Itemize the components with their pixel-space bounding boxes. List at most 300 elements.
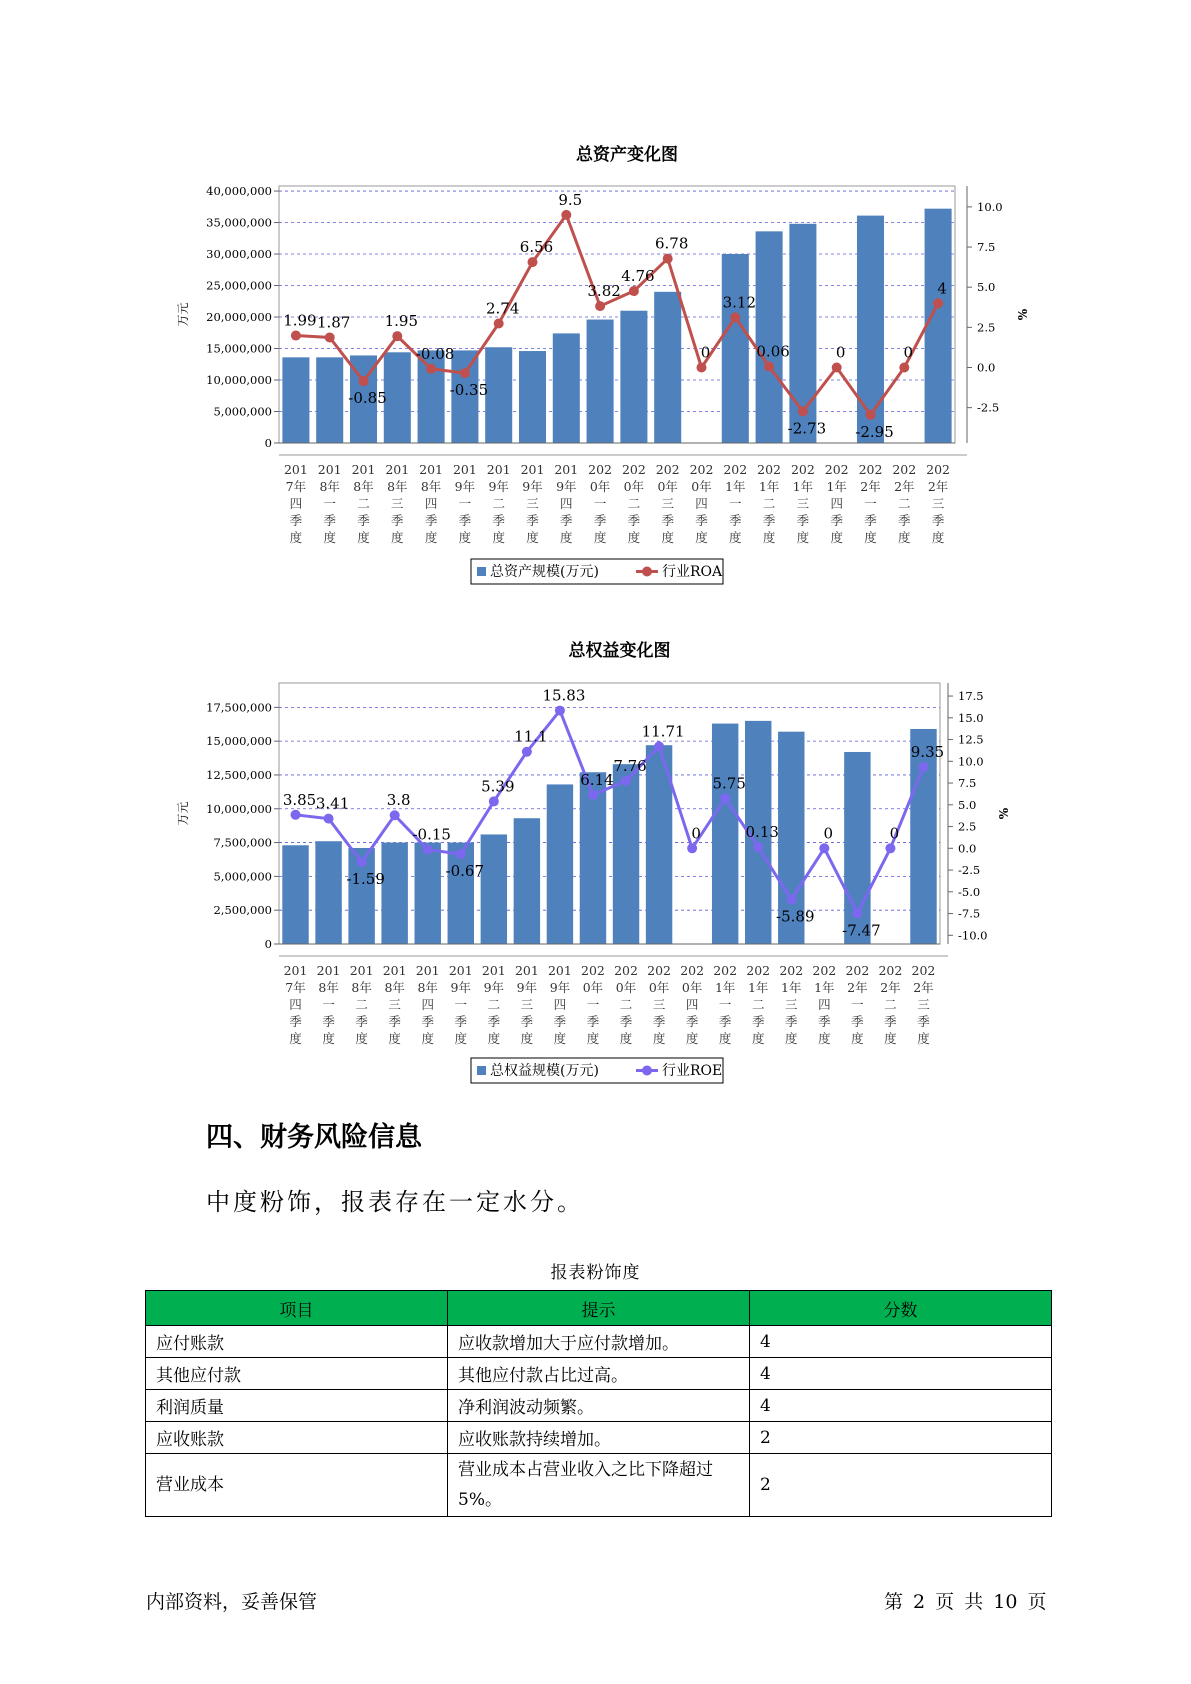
bar bbox=[415, 843, 441, 944]
x-tick-label: 度 bbox=[421, 1031, 434, 1046]
x-tick-label: 三 bbox=[388, 997, 401, 1012]
line-point bbox=[555, 706, 565, 716]
x-tick-label: 8年 bbox=[319, 479, 340, 494]
data-label: -0.15 bbox=[412, 825, 451, 844]
x-tick-label: 0年 bbox=[623, 479, 645, 494]
line-point bbox=[522, 747, 532, 757]
line-point bbox=[764, 362, 774, 372]
y-tick-label: 7,500,000 bbox=[213, 835, 272, 850]
x-tick-label: 季 bbox=[762, 513, 776, 528]
row-item: 应收账款 bbox=[146, 1422, 448, 1454]
x-tick-label: 2年 bbox=[847, 980, 868, 995]
row-score: 4 bbox=[750, 1326, 1052, 1358]
line-point bbox=[588, 790, 598, 800]
line-point bbox=[325, 332, 335, 342]
row-score: 4 bbox=[750, 1390, 1052, 1422]
row-hint: 其他应付款占比过高。 bbox=[448, 1358, 750, 1390]
x-tick-label: 度 bbox=[830, 530, 843, 545]
x-tick-label: 9年 bbox=[483, 980, 505, 995]
x-tick-label: 202 bbox=[878, 963, 903, 978]
table-row bbox=[146, 1358, 1052, 1390]
x-tick-label: 202 bbox=[845, 963, 870, 978]
x-tick-label: 一 bbox=[458, 496, 472, 511]
x-tick-label: 二 bbox=[619, 997, 633, 1012]
x-tick-label: 季 bbox=[751, 1014, 765, 1029]
x-tick-label: 度 bbox=[652, 1031, 666, 1046]
x-tick-label: 2年 bbox=[880, 980, 901, 995]
x-tick-label: 度 bbox=[751, 1031, 765, 1046]
x-tick-label: 二 bbox=[751, 997, 765, 1012]
x-tick-label: 度 bbox=[357, 530, 370, 545]
x-tick-label: 0年 bbox=[589, 479, 611, 494]
header-score: 分数 bbox=[750, 1291, 1052, 1326]
row-item: 利润质量 bbox=[146, 1390, 448, 1422]
line-point bbox=[456, 849, 466, 859]
x-tick-label: 7年 bbox=[285, 479, 307, 494]
x-tick-label: 二 bbox=[355, 997, 368, 1012]
x-tick-label: 202 bbox=[779, 963, 804, 978]
x-tick-label: 8年 bbox=[384, 980, 405, 995]
x-tick-label: 季 bbox=[661, 513, 674, 528]
y-tick-label: 2,500,000 bbox=[213, 903, 272, 918]
footer-confidential: 内部资料，妥善保管 bbox=[146, 1591, 318, 1613]
y2-tick-label: 10.0 bbox=[977, 199, 1003, 214]
x-tick-label: 季 bbox=[526, 513, 539, 528]
line-point bbox=[866, 410, 876, 420]
y-tick-label: 20,000,000 bbox=[206, 310, 272, 325]
y-tick-label: 25,000,000 bbox=[206, 278, 272, 293]
line-point bbox=[621, 776, 631, 786]
x-tick-label: 二 bbox=[487, 997, 501, 1012]
x-tick-label: 季 bbox=[685, 1014, 699, 1029]
legend-line-label: 行业ROA bbox=[662, 564, 723, 580]
x-tick-label: 度 bbox=[818, 1031, 831, 1046]
x-tick-label: 度 bbox=[391, 530, 404, 545]
line-point bbox=[629, 286, 639, 296]
y-axis-label: 万元 bbox=[176, 302, 190, 327]
line-point bbox=[899, 363, 909, 373]
x-tick-label: 201 bbox=[316, 963, 341, 978]
x-tick-label: 度 bbox=[695, 530, 708, 545]
x-tick-label: 季 bbox=[357, 513, 370, 528]
legend-bar-label: 总权益规模(万元) bbox=[490, 1063, 599, 1079]
x-tick-label: 8年 bbox=[318, 980, 339, 995]
x-tick-label: 四 bbox=[421, 997, 434, 1012]
y-tick-label: 30,000,000 bbox=[206, 247, 272, 262]
data-label: -0.85 bbox=[348, 389, 387, 408]
x-tick-label: 8年 bbox=[387, 479, 408, 494]
line-point bbox=[753, 842, 763, 852]
line-point bbox=[819, 843, 829, 853]
line-point bbox=[357, 857, 367, 867]
x-tick-label: 季 bbox=[718, 1014, 732, 1029]
row-item: 营业成本 bbox=[146, 1454, 448, 1517]
bar bbox=[485, 347, 512, 443]
data-label: 0 bbox=[835, 343, 846, 362]
line-point bbox=[786, 895, 796, 905]
x-tick-label: 度 bbox=[388, 1031, 401, 1046]
x-tick-label: 度 bbox=[553, 1031, 567, 1046]
bar bbox=[315, 841, 341, 944]
y2-tick-label: 5.0 bbox=[958, 797, 977, 812]
y-tick-label: 0 bbox=[264, 436, 272, 450]
x-tick-label: 202 bbox=[655, 462, 680, 477]
x-tick-label: 202 bbox=[680, 963, 705, 978]
x-tick-label: 度 bbox=[685, 1031, 699, 1046]
x-tick-label: 一 bbox=[718, 997, 732, 1012]
line-point bbox=[697, 363, 707, 373]
y2-tick-label: -2.5 bbox=[958, 863, 981, 878]
y-tick-label: 12,500,000 bbox=[206, 767, 272, 782]
x-tick-label: 季 bbox=[289, 1014, 302, 1029]
x-tick-label: 季 bbox=[454, 1014, 468, 1029]
data-label: 3.8 bbox=[386, 791, 411, 810]
x-tick-label: 2年 bbox=[860, 479, 881, 494]
x-tick-label: 9年 bbox=[488, 479, 509, 494]
line-point bbox=[426, 364, 436, 374]
bar bbox=[381, 843, 407, 944]
bar bbox=[553, 333, 580, 443]
bar bbox=[925, 209, 952, 443]
x-tick-label: 201 bbox=[486, 462, 511, 477]
line-point bbox=[654, 741, 664, 751]
row-score: 4 bbox=[750, 1358, 1052, 1390]
x-tick-label: 季 bbox=[864, 513, 877, 528]
y2-tick-label: 5.0 bbox=[977, 280, 996, 295]
row-item: 应付账款 bbox=[146, 1326, 448, 1358]
x-tick-label: 季 bbox=[323, 513, 336, 528]
data-label: -7.47 bbox=[842, 921, 881, 940]
table-row bbox=[146, 1326, 1052, 1358]
bar bbox=[587, 320, 614, 443]
y2-tick-label: 15.0 bbox=[958, 710, 984, 725]
x-tick-label: 季 bbox=[796, 513, 810, 528]
row-item: 其他应付款 bbox=[146, 1358, 448, 1390]
x-tick-label: 季 bbox=[421, 1014, 434, 1029]
y-tick-label: 10,000,000 bbox=[206, 373, 272, 388]
x-tick-label: 三 bbox=[526, 496, 539, 511]
x-tick-label: 202 bbox=[713, 963, 738, 978]
line-point bbox=[918, 762, 928, 772]
total-equity-chart-svg bbox=[0, 630, 1191, 1090]
x-tick-label: 7年 bbox=[285, 980, 306, 995]
x-tick-label: 度 bbox=[560, 530, 573, 545]
y-tick-label: 40,000,000 bbox=[206, 184, 272, 199]
data-label: 15.83 bbox=[542, 686, 586, 705]
x-tick-label: 度 bbox=[289, 530, 303, 545]
data-label: -0.08 bbox=[415, 344, 455, 363]
x-tick-label: 一 bbox=[323, 496, 336, 511]
x-tick-label: 201 bbox=[514, 963, 539, 978]
y2-tick-label: -5.0 bbox=[958, 884, 981, 899]
x-tick-label: 202 bbox=[621, 462, 646, 477]
bar bbox=[722, 254, 749, 443]
y-tick-label: 15,000,000 bbox=[206, 734, 272, 749]
x-tick-label: 四 bbox=[830, 496, 843, 511]
data-label: 4 bbox=[937, 279, 947, 298]
x-tick-label: 202 bbox=[647, 963, 672, 978]
risk-table bbox=[145, 1290, 1052, 1517]
x-tick-label: 度 bbox=[931, 530, 945, 545]
x-tick-label: 0年 bbox=[648, 980, 670, 995]
x-tick-label: 1年 bbox=[826, 479, 847, 494]
bar bbox=[519, 351, 546, 443]
row-score: 2 bbox=[750, 1422, 1052, 1454]
x-tick-label: 季 bbox=[931, 513, 945, 528]
x-tick-label: 2年 bbox=[927, 479, 949, 494]
y2-tick-label: 0.0 bbox=[977, 360, 996, 375]
y2-tick-label: -10.0 bbox=[958, 928, 988, 943]
x-tick-label: 度 bbox=[884, 1031, 897, 1046]
x-tick-label: 202 bbox=[824, 462, 849, 477]
x-tick-label: 202 bbox=[581, 963, 605, 978]
x-tick-label: 度 bbox=[917, 1031, 930, 1046]
line-point bbox=[460, 368, 470, 378]
x-tick-label: 一 bbox=[454, 997, 468, 1012]
x-tick-label: 一 bbox=[864, 496, 877, 511]
x-tick-label: 度 bbox=[454, 1031, 468, 1046]
table-row bbox=[146, 1422, 1052, 1454]
x-tick-label: 1年 bbox=[714, 980, 736, 995]
x-tick-label: 四 bbox=[818, 997, 831, 1012]
x-tick-label: 三 bbox=[931, 496, 945, 511]
data-label: 9.35 bbox=[910, 742, 945, 761]
x-tick-label: 度 bbox=[762, 530, 776, 545]
x-tick-label: 度 bbox=[864, 530, 877, 545]
x-tick-label: 季 bbox=[851, 1014, 864, 1029]
x-tick-label: 201 bbox=[415, 963, 440, 978]
x-tick-label: 9年 bbox=[522, 479, 543, 494]
x-tick-label: 三 bbox=[652, 997, 666, 1012]
line-point bbox=[561, 210, 571, 220]
data-label: 0.06 bbox=[756, 342, 790, 361]
y2-tick-label: 12.5 bbox=[958, 732, 984, 747]
x-tick-label: 二 bbox=[762, 496, 776, 511]
x-tick-label: 202 bbox=[757, 462, 782, 477]
x-tick-label: 201 bbox=[419, 462, 444, 477]
x-tick-label: 201 bbox=[481, 963, 506, 978]
bar bbox=[756, 231, 783, 443]
x-tick-label: 9年 bbox=[450, 980, 472, 995]
x-tick-label: 0年 bbox=[657, 479, 678, 494]
x-tick-label: 0年 bbox=[681, 980, 703, 995]
data-label: 3.41 bbox=[315, 794, 350, 813]
data-label: 5.39 bbox=[481, 777, 515, 796]
data-label: 6.78 bbox=[654, 234, 689, 253]
line-point bbox=[885, 843, 895, 853]
x-tick-label: 度 bbox=[355, 1031, 368, 1046]
x-tick-label: 9年 bbox=[549, 980, 571, 995]
table-header-row bbox=[146, 1291, 1052, 1326]
x-tick-label: 季 bbox=[619, 1014, 633, 1029]
line-point bbox=[489, 796, 499, 806]
line-point bbox=[291, 810, 301, 820]
x-tick-label: 度 bbox=[619, 1031, 633, 1046]
x-tick-label: 9年 bbox=[516, 980, 538, 995]
x-tick-label: 度 bbox=[487, 1031, 501, 1046]
x-tick-label: 201 bbox=[351, 462, 376, 477]
x-tick-label: 季 bbox=[884, 1014, 897, 1029]
line-point bbox=[359, 376, 369, 386]
x-tick-label: 1年 bbox=[792, 479, 814, 494]
x-tick-label: 8年 bbox=[351, 980, 372, 995]
x-tick-label: 度 bbox=[323, 530, 336, 545]
bar bbox=[547, 784, 573, 944]
plot-area bbox=[279, 683, 940, 944]
x-tick-label: 季 bbox=[388, 1014, 401, 1029]
x-tick-label: 201 bbox=[283, 963, 308, 978]
row-hint: 净利润波动频繁。 bbox=[448, 1390, 750, 1422]
line-point bbox=[663, 254, 673, 264]
x-tick-label: 202 bbox=[812, 963, 837, 978]
x-tick-label: 四 bbox=[424, 496, 438, 511]
x-tick-label: 1年 bbox=[725, 479, 746, 494]
data-label: 1.95 bbox=[384, 312, 419, 331]
x-tick-label: 四 bbox=[289, 496, 303, 511]
x-tick-label: 四 bbox=[685, 997, 699, 1012]
line-point bbox=[291, 331, 301, 341]
table-caption: 报表粉饰度 bbox=[550, 1263, 641, 1283]
data-label: 0 bbox=[903, 343, 914, 362]
line-point bbox=[423, 845, 433, 855]
y2-tick-label: 2.5 bbox=[977, 320, 996, 335]
x-tick-label: 季 bbox=[652, 1014, 666, 1029]
data-label: 0 bbox=[691, 824, 701, 843]
x-tick-label: 201 bbox=[554, 462, 579, 477]
x-tick-label: 季 bbox=[560, 513, 573, 528]
bar bbox=[282, 357, 309, 443]
y2-tick-label: 17.5 bbox=[958, 689, 984, 704]
data-label: 3.85 bbox=[282, 790, 317, 809]
y2-tick-label: -2.5 bbox=[977, 400, 1000, 415]
x-tick-label: 度 bbox=[586, 1031, 600, 1046]
x-tick-label: 0年 bbox=[582, 980, 604, 995]
y-tick-label: 0 bbox=[264, 937, 272, 951]
line-point bbox=[720, 793, 730, 803]
x-tick-label: 一 bbox=[593, 496, 607, 511]
data-label: 1.87 bbox=[316, 313, 351, 332]
total-equity-chart bbox=[0, 630, 1191, 1090]
bar bbox=[620, 311, 647, 443]
x-tick-label: 2年 bbox=[913, 980, 934, 995]
x-tick-label: 201 bbox=[317, 462, 342, 477]
x-tick-label: 202 bbox=[588, 462, 613, 477]
x-tick-label: 季 bbox=[391, 513, 404, 528]
x-tick-label: 季 bbox=[830, 513, 843, 528]
x-tick-label: 一 bbox=[586, 997, 600, 1012]
x-tick-label: 度 bbox=[520, 1031, 534, 1046]
x-tick-label: 201 bbox=[349, 963, 374, 978]
data-label: 3.82 bbox=[587, 282, 621, 301]
x-tick-label: 201 bbox=[520, 462, 545, 477]
x-tick-label: 季 bbox=[729, 513, 742, 528]
data-label: -2.73 bbox=[787, 419, 827, 438]
x-tick-label: 201 bbox=[283, 462, 308, 477]
chart-title: 总权益变化图 bbox=[568, 641, 671, 661]
legend-bar-swatch bbox=[477, 567, 486, 576]
x-tick-label: 季 bbox=[593, 513, 607, 528]
data-label: 6.14 bbox=[580, 770, 614, 789]
x-tick-label: 一 bbox=[729, 496, 742, 511]
line-point bbox=[832, 363, 842, 373]
data-label: -2.95 bbox=[855, 422, 894, 441]
x-tick-label: 202 bbox=[926, 462, 951, 477]
y2-axis-label: % bbox=[997, 807, 1011, 820]
x-tick-label: 2年 bbox=[894, 479, 915, 494]
x-tick-label: 度 bbox=[851, 1031, 864, 1046]
row-score: 2 bbox=[750, 1454, 1052, 1517]
data-label: 4.76 bbox=[621, 267, 655, 286]
x-tick-label: 201 bbox=[452, 462, 477, 477]
line-point bbox=[390, 810, 400, 820]
data-label: -0.35 bbox=[449, 381, 489, 400]
x-tick-label: 1年 bbox=[758, 479, 780, 494]
x-tick-label: 二 bbox=[898, 496, 911, 511]
table-row bbox=[146, 1390, 1052, 1422]
x-tick-label: 季 bbox=[487, 1014, 501, 1029]
bar bbox=[514, 818, 540, 944]
x-tick-label: 一 bbox=[851, 997, 864, 1012]
x-tick-label: 季 bbox=[322, 1014, 335, 1029]
total-assets-chart-svg bbox=[0, 130, 1191, 590]
x-tick-label: 201 bbox=[448, 963, 473, 978]
line-point bbox=[730, 312, 740, 322]
x-tick-label: 度 bbox=[627, 530, 641, 545]
x-tick-label: 二 bbox=[627, 496, 641, 511]
data-label: 3.12 bbox=[722, 293, 757, 312]
header-hint: 提示 bbox=[448, 1291, 750, 1326]
legend-bar-label: 总资产规模(万元) bbox=[490, 564, 599, 580]
y-axis-label: 万元 bbox=[176, 801, 190, 826]
x-tick-label: 9年 bbox=[454, 479, 476, 494]
bar bbox=[481, 834, 507, 944]
line-point bbox=[595, 301, 605, 311]
x-tick-label: 度 bbox=[526, 530, 539, 545]
x-tick-label: 202 bbox=[911, 963, 936, 978]
bar bbox=[384, 352, 411, 443]
x-tick-label: 季 bbox=[785, 1014, 798, 1029]
x-tick-label: 度 bbox=[729, 530, 742, 545]
row-hint: 应收账款持续增加。 bbox=[448, 1422, 750, 1454]
x-tick-label: 二 bbox=[492, 496, 505, 511]
x-tick-label: 度 bbox=[424, 530, 438, 545]
x-tick-label: 季 bbox=[520, 1014, 534, 1029]
x-tick-label: 度 bbox=[796, 530, 810, 545]
x-tick-label: 季 bbox=[917, 1014, 930, 1029]
chart-title: 总资产变化图 bbox=[576, 145, 678, 165]
data-label: -5.89 bbox=[776, 907, 815, 926]
risk-summary: 中度粉饰，报表存在一定水分。 bbox=[206, 1188, 584, 1216]
x-tick-label: 202 bbox=[892, 462, 917, 477]
x-tick-label: 四 bbox=[289, 997, 302, 1012]
data-label: 0 bbox=[889, 824, 900, 843]
x-tick-label: 202 bbox=[746, 963, 771, 978]
y2-tick-label: 7.5 bbox=[977, 240, 996, 255]
x-tick-label: 202 bbox=[614, 963, 638, 978]
row-hint: 营业成本占营业收入之比下降超过5%。 bbox=[448, 1454, 750, 1517]
data-label: -1.59 bbox=[346, 870, 385, 889]
bar bbox=[316, 357, 343, 443]
line-point bbox=[528, 257, 538, 267]
data-label: 2.74 bbox=[485, 299, 520, 318]
x-tick-label: 度 bbox=[458, 530, 472, 545]
x-tick-label: 8年 bbox=[420, 479, 442, 494]
row-hint: 应收款增加大于应付款增加。 bbox=[448, 1326, 750, 1358]
line-point bbox=[324, 814, 334, 824]
total-assets-chart bbox=[0, 130, 1191, 590]
header-item: 项目 bbox=[146, 1291, 448, 1326]
bar bbox=[282, 845, 308, 944]
